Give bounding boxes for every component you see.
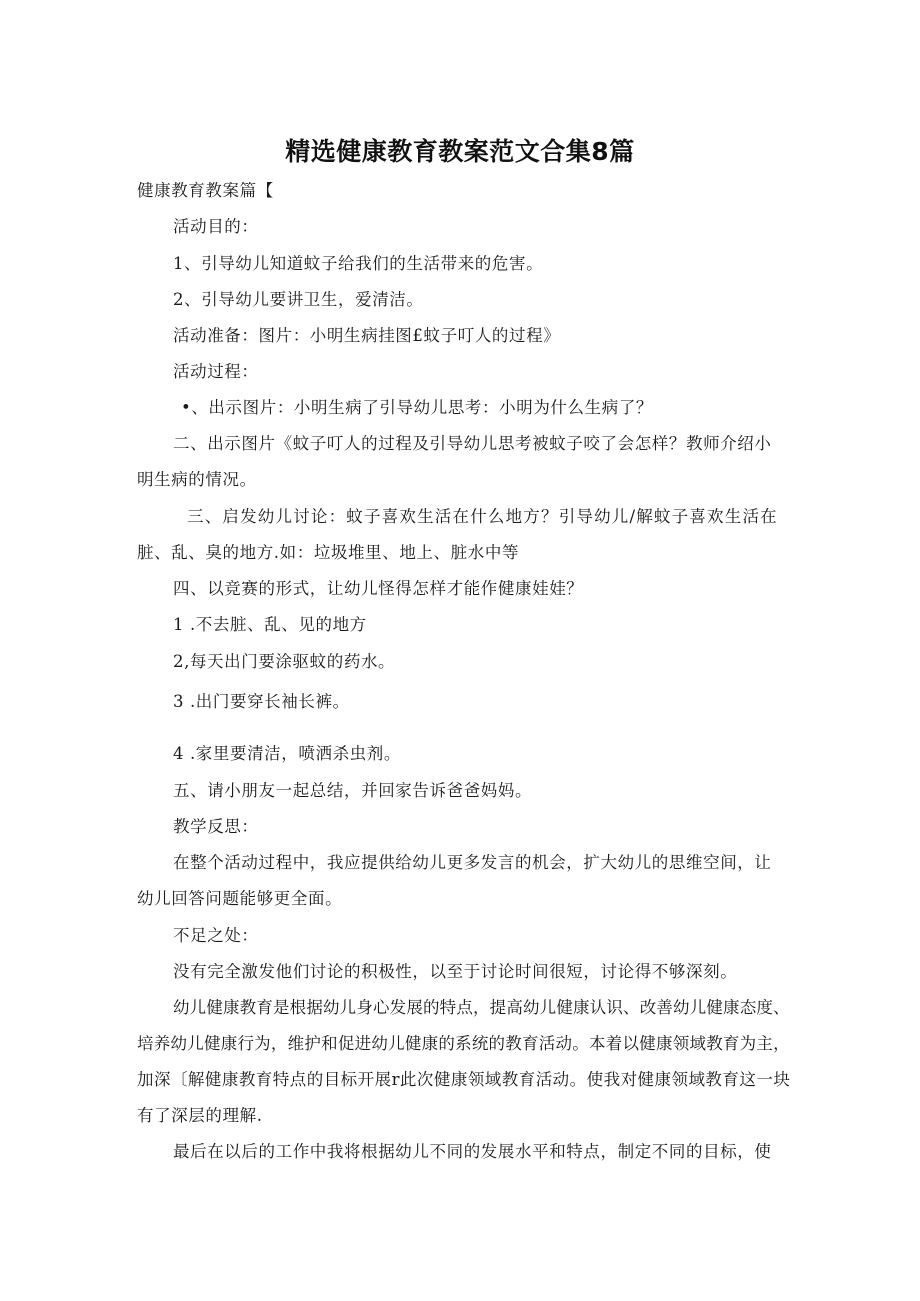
document-title: 精选健康教育教案范文合集8篇 <box>285 137 635 166</box>
paragraph-line: 明生病的情况。 <box>137 470 257 489</box>
section-heading: 健康教育教案篇【 <box>137 181 274 200</box>
paragraph-line: 最后在以后的工作中我将根据幼儿不同的发展水平和特点，制定不同的目标，使 <box>173 1142 772 1161</box>
paragraph-line: 脏、乱、臭的地方.如：垃圾堆里、地上、脏水中等 <box>137 543 520 562</box>
paragraph-line: 活动过程： <box>173 362 259 381</box>
paragraph-line: 没有完全激发他们讨论的积极性，以至于讨论时间很短，讨论得不够深刻。 <box>173 962 738 981</box>
list-item: 4 .家里要清洁，喷洒杀虫剂。 <box>173 744 401 763</box>
paragraph-line: 幼儿健康教育是根据幼儿身心发展的特点，提高幼儿健康认识、改善幼儿健康态度、 <box>173 998 790 1017</box>
paragraph-line: 1、引导幼儿知道蚊子给我们的生活带来的危害。 <box>173 254 544 273</box>
paragraph-line: 幼儿回答问题能够更全面。 <box>137 889 343 908</box>
paragraph-line: 有了深层的理解. <box>137 1106 263 1125</box>
list-item: 1 .不去脏、乱、见的地方 <box>173 615 367 634</box>
paragraph-line: 加深〔解健康教育特点的目标开展r此次健康领域教育活动。使我对健康领域教育这一块 <box>137 1070 791 1089</box>
list-item: 2,每天出门要涂驱蚊的药水。 <box>173 652 396 671</box>
paragraph-line: 2、引导幼儿要讲卫生，爱清洁。 <box>173 290 424 309</box>
paragraph-line: 教学反思： <box>173 817 259 836</box>
paragraph-line: 五、请小朋友一起总结，并回家告诉爸爸妈妈。 <box>173 781 533 800</box>
list-item: 3 .出门要穿长袖长裤。 <box>173 692 350 711</box>
paragraph-line: •、出示图片：小明生病了引导幼儿思考：小明为什么生病了？ <box>181 398 654 417</box>
paragraph-line: 活动目的： <box>173 217 259 236</box>
paragraph-line: 培养幼儿健康行为，维护和促进幼儿健康的系统的教育活动。本着以健康领域教育为主， <box>137 1034 790 1053</box>
paragraph-line: 不足之处： <box>173 926 259 945</box>
paragraph-line: 二、出示图片《蚊子叮人的过程及引导幼儿思考被蚊子咬了会怎样？教师介绍小 <box>173 434 772 453</box>
paragraph-line: 活动准备：图片：小明生病挂图£蚊子叮人的过程》 <box>173 326 561 345</box>
paragraph-line: 四、以竞赛的形式，让幼儿怪得怎样才能作健康娃娃？ <box>173 579 584 598</box>
paragraph-line: 在整个活动过程中，我应提供给幼儿更多发言的机会，扩大幼儿的思维空间，让 <box>173 853 772 872</box>
paragraph-line: 三、启发幼儿讨论：蚊子喜欢生活在什么地方？引导幼儿/解蚊子喜欢生活在 <box>187 507 778 526</box>
